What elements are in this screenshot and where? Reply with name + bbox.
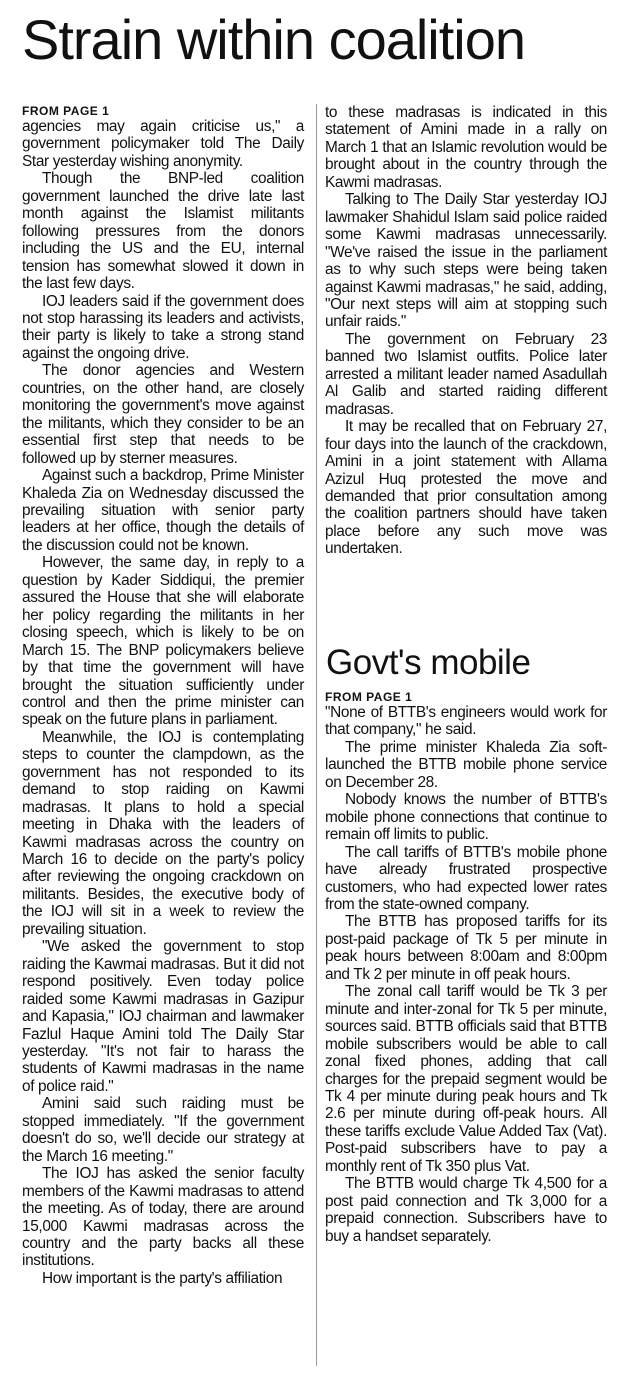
story1-jump-label: FROM PAGE 1 <box>22 104 110 118</box>
story2-column <box>325 690 607 1245</box>
story2-paragraph: The prime minister Khaleda Zia soft-launched the BTTB mobile phone service on December 28. <box>325 738 607 791</box>
story2-jump-label: FROM PAGE 1 <box>325 690 413 704</box>
story1-paragraph: How important is the party's affiliation <box>42 1269 283 1287</box>
story1-paragraph: "We asked the government to stop raiding the Kawmai madrasas. But it did not respond positively. Even today police raided some Kawmi madrasas in Gazipur and Kapasia," IOJ chairman and lawmaker Fazlul Haque Amini told The Daily Star yesterday. "It's not fair to harass the students of Kawmi madrasas in the name of police raid." <box>22 938 304 1095</box>
story1-paragraph: The IOJ has asked the senior faculty members of the Kawmi madrasas to attend the meeting. As of today, there are around 15,000 Kawmi madrasas across the country and the party backs all these institutions. <box>22 1165 304 1270</box>
story1-paragraph: However, the same day, in reply to a question by Kader Siddiqui, the premier assured the House that she will elaborate her policy regarding the militants in her closing speech, which is likely to be on March 15. The BNP policymakers believe by that time the government will have brought the situation sufficiently under control and then the prime minister can speak on the future plans in parliament. <box>22 554 304 729</box>
story1-left-column <box>22 104 304 1287</box>
story2-paragraph: The zonal call tariff would be Tk 3 per minute and inter-zonal for Tk 5 per minute, sources said. BTTB officials said that BTTB mobile subscribers would be able to call zonal fixed phones, adding that call charges for the prepaid segment would be Tk 4 per minute during peak hours and Tk 2.6 per minute during off-peak hours. All these tariffs exclude Value Added Tax (Vat). Post-paid subscribers have to pay a monthly rent of Tk 350 plus Vat. <box>325 983 607 1175</box>
story2-paragraph: The call tariffs of BTTB's mobile phone have already frustrated prospective customers, who had expected lower rates from the state-owned company. <box>325 843 607 913</box>
story1-paragraph: Talking to The Daily Star yesterday IOJ lawmaker Shahidul Islam said police raided some Kawmi madrasas unnecessarily. "We've raised the issue in the parliament as to why such steps were being taken against Kawmi madrasas," he said, adding, "Our next steps will aim at stopping such unfair raids." <box>325 191 607 331</box>
story2-headline: Govt's mobile <box>326 643 531 682</box>
story1-paragraph: The government on February 23 banned two Islamist outfits. Police later arrested a militant leader named Asadullah Al Galib and started raiding different madrasas. <box>325 330 607 418</box>
story2-paragraph: The BTTB has proposed tariffs for its post-paid package of Tk 5 per minute in peak hours between 8:00am and 8:00pm and Tk 2 per minute in off peak hours. <box>325 913 607 983</box>
story1-paragraph: Though the BNP-led coalition government launched the drive late last month against the Islamist militants following pressures from the donors including the US and the EU, internal tension has somewhat slowed it down in the last few days. <box>22 170 304 293</box>
story1-paragraph: Meanwhile, the IOJ is contemplating steps to counter the clampdown, as the government has not responded to its demand to stop raiding on Kawmi madrasas. It plans to hold a special meeting in Dhaka with the leaders of Kawmi madrasas across the country on March 16 to decide on the party's policy after reviewing the ongoing crackdown on militants. Besides, the executive body of the IOJ will sit in a week to review the prevailing situation. <box>22 728 304 938</box>
story1-paragraph: Amini said such raiding must be stopped immediately. "If the government doesn't do so, we'll decide our strategy at the March 16 meeting." <box>22 1095 304 1165</box>
story1-paragraph: to these madrasas is indicated in this statement of Amini made in a rally on March 1 that an Islamic revolution would be brought about in the country through the Kawmi madrasas. <box>325 104 607 191</box>
story1-right-column <box>325 104 607 558</box>
story1-headline: Strain within coalition <box>22 8 526 71</box>
story2-paragraph: The BTTB would charge Tk 4,500 for a post paid connection and Tk 3,000 for a prepaid connection. Subscribers have to buy a handset separately. <box>325 1175 607 1245</box>
story2-paragraph: "None of BTTB's engineers would work for that company," he said. <box>325 704 607 739</box>
story2-paragraph: Nobody knows the number of BTTB's mobile phone connections that continue to remain off limits to public. <box>325 791 607 844</box>
story1-paragraph: Against such a backdrop, Prime Minister Khaleda Zia on Wednesday discussed the prevailing situation with senior party leaders at her office, though the details of the discussion could not be known. <box>22 467 304 554</box>
story1-paragraph: IOJ leaders said if the government does not stop harassing its leaders and activists, their party is likely to take a strong stand against the ongoing drive. <box>22 292 304 362</box>
story1-paragraph: The donor agencies and Western countries, on the other hand, are closely monitoring the government's move against the militants, which they consider to be an essential first step that needs to be followed up by sterner measures. <box>22 362 304 467</box>
story1-paragraph: It may be recalled that on February 27, four days into the launch of the crackdown, Amini in a joint statement with Allama Azizul Huq protested the move and demanded that prior consultation among the coalition partners should have taken place before any such move was undertaken. <box>325 418 607 558</box>
story1-paragraph: agencies may again criticise us," a government policymaker told The Daily Star yesterday wishing anonymity. <box>22 118 304 170</box>
column-divider <box>316 104 317 1366</box>
